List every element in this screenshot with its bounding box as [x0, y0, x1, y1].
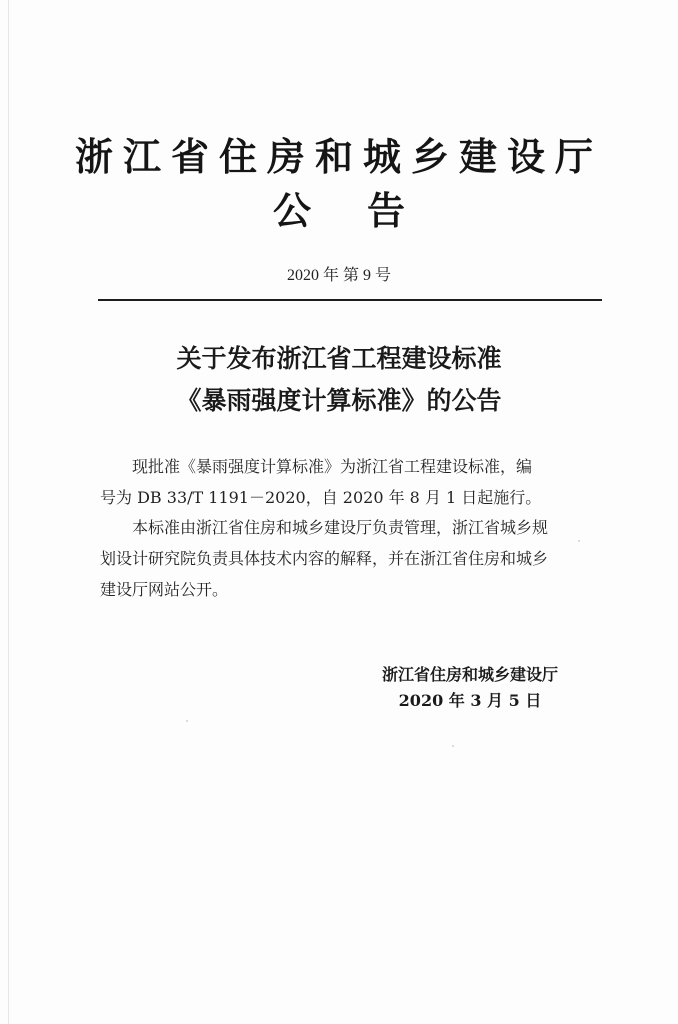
paragraph-2-line-2: 划设计研究院负责具体技术内容的解释，并在浙江省住房和城乡	[100, 549, 549, 568]
scan-speck	[578, 540, 580, 542]
body-paragraph-1	[100, 451, 600, 513]
paragraph-2-line-1: 本标准由浙江省住房和城乡建设厅负责管理，浙江省城乡规	[132, 518, 549, 537]
notice-heading	[0, 180, 678, 235]
paragraph-1-line-2: 号为 DB 33/T 1191－2020，自 2020 年 8 月 1 日起施行。	[100, 488, 542, 507]
notice-char-2: 告	[367, 188, 406, 233]
paragraph-2-line-3: 建设厅网站公开。	[100, 580, 229, 599]
paragraph-1-line-1: 现批准《暴雨强度计算标准》为浙江省工程建设标准，编	[132, 457, 533, 476]
header-divider	[98, 299, 602, 301]
scan-speck	[186, 720, 188, 722]
issue-number: 2020 年 第 9 号	[286, 267, 391, 284]
body-paragraph-2	[100, 512, 600, 605]
signature-organization: 浙江省住房和城乡建设厅	[381, 665, 558, 684]
signature-date: 2020 年 3 月 5 日	[398, 691, 542, 710]
notice-char-1: 公	[272, 188, 311, 233]
scan-speck	[452, 745, 454, 747]
document-title-line-2: 《暴雨强度计算标准》的公告	[176, 386, 502, 415]
issuer-heading: 浙江省住房和城乡建设厅	[74, 134, 603, 179]
signature-block	[350, 662, 590, 714]
document-title-line-1: 关于发布浙江省工程建设标准	[176, 344, 502, 373]
